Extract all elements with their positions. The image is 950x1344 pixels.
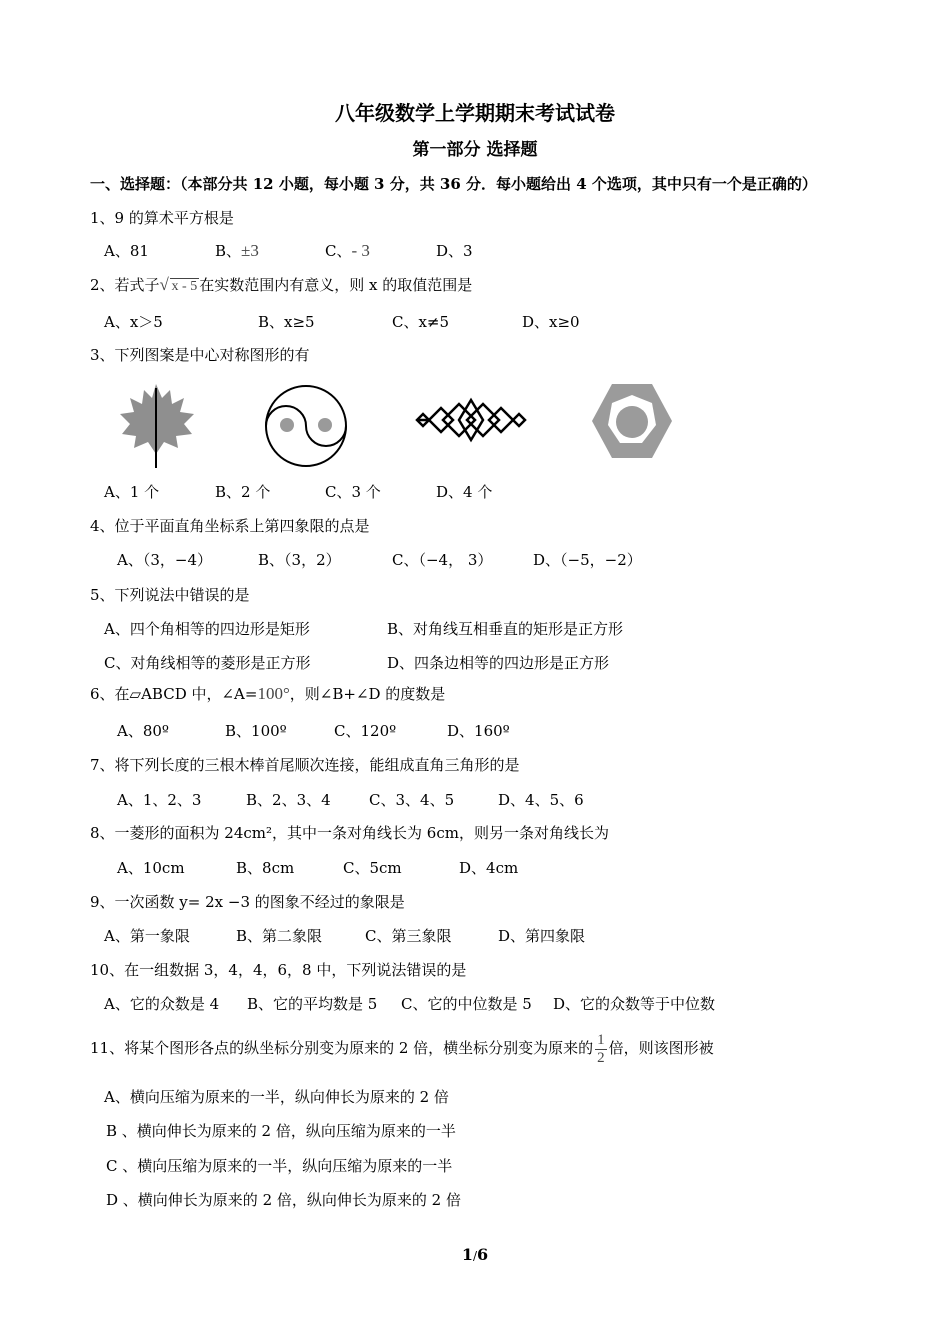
- question-5-stem: 5、下列说法中错误的是: [90, 586, 250, 604]
- q2-option-c: C、x≠5: [392, 313, 450, 331]
- question-2-stem: 2、若式子 √ x - 5 在实数范围内有意义，则 x 的取值范围是: [90, 275, 472, 297]
- q11-option-b: B 、横向伸长为原来的 2 倍，纵向压缩为原来的一半: [106, 1122, 456, 1140]
- q4-option-a: A、（3，−4）: [117, 551, 212, 569]
- q4-option-d: D、（−5，−2）: [533, 551, 642, 569]
- q3-option-b: B、2 个: [215, 483, 271, 501]
- q7-option-b: B、2、3、4: [246, 791, 331, 809]
- sqrt-expression: √ x - 5: [159, 275, 198, 294]
- q11-option-d: D 、横向伸长为原来的 2 倍，纵向伸长为原来的 2 倍: [106, 1191, 461, 1209]
- q10-option-a: A、它的众数是 4: [104, 995, 220, 1013]
- question-6-stem: 6、在▱ABCD 中，∠A=100°，则∠B+∠D 的度数是: [90, 684, 446, 703]
- q5-option-b: B、对角线互相垂直的矩形是正方形: [387, 620, 624, 638]
- question-7-stem: 7、将下列长度的三根木棒首尾顺次连接，能组成直角三角形的是: [90, 756, 520, 774]
- q7-option-c: C、3、4、5: [369, 791, 455, 809]
- q8-option-c: C、5cm: [343, 859, 402, 877]
- q5-option-c: C、对角线相等的菱形是正方形: [104, 654, 311, 672]
- q6-option-b: B、100º: [225, 722, 287, 740]
- q6-option-c: C、120º: [334, 722, 397, 740]
- question-10-stem: 10、在一组数据 3，4，4，6，8 中，下列说法错误的是: [90, 961, 467, 979]
- q7-option-d: D、4、5、6: [498, 791, 584, 809]
- q6-option-d: D、160º: [447, 722, 510, 740]
- fraction-one-half: $\frac{1}{2}$: [597, 1031, 605, 1066]
- q9-option-d: D、第四象限: [498, 927, 586, 945]
- diamond-knot-figure: [415, 392, 527, 448]
- q11-option-c: C 、横向压缩为原来的一半，纵向压缩为原来的一半: [106, 1157, 453, 1175]
- q4-option-c: C、（−4， 3）: [392, 551, 493, 569]
- q8-option-b: B、8cm: [236, 859, 295, 877]
- q1-option-b: B、±3: [215, 241, 259, 260]
- q1-option-c-math: - 3: [351, 241, 370, 260]
- question-9-stem: 9、一次函数 y= 2x −3 的图象不经过的象限是: [90, 893, 405, 911]
- q4-option-b: B、（3，2）: [258, 551, 341, 569]
- q5-option-d: D、四条边相等的四边形是正方形: [387, 654, 610, 672]
- question-8-stem: 8、一菱形的面积为 24cm²，其中一条对角线长为 6cm，则另一条对角线长为: [90, 824, 609, 842]
- q9-option-b: B、第二象限: [236, 927, 323, 945]
- q1-option-b-math: ±3: [241, 241, 259, 260]
- q6-option-a: A、80º: [117, 722, 169, 740]
- q10-option-d: D、它的众数等于中位数: [553, 995, 716, 1013]
- q11-option-a: A、横向压缩为原来的一半，纵向伸长为原来的 2 倍: [104, 1088, 449, 1106]
- q1-option-a: A、81: [104, 242, 149, 260]
- maple-leaf-figure: [118, 380, 198, 470]
- section-header: 一、选择题：（本部分共 12 小题，每小题 3 分，共 36 分．每小题给出 4 个选项，其中只有一个是正确的）: [90, 175, 817, 193]
- q1-option-c: C、- 3: [325, 241, 370, 260]
- exam-title: 八年级数学上学期期末考试试卷: [335, 101, 615, 125]
- q7-option-a: A、1、2、3: [117, 791, 202, 809]
- q2-option-a: A、x＞5: [104, 313, 163, 331]
- q9-option-c: C、第三象限: [365, 927, 452, 945]
- q2-option-b: B、x≥5: [258, 313, 315, 331]
- q3-option-a: A、1 个: [104, 483, 160, 501]
- question-11-stem: 11、将某个图形各点的纵坐标分别变为原来的 2 倍，横坐标分别变为原来的 $\frac{1}{2}$ 倍，则该图形被: [90, 1031, 714, 1066]
- q1-option-d: D、3: [436, 242, 473, 260]
- q3-option-c: C、3 个: [325, 483, 381, 501]
- q10-option-b: B、它的平均数是 5: [247, 995, 378, 1013]
- q5-option-a: A、四个角相等的四边形是矩形: [104, 620, 310, 638]
- yin-yang-figure: [262, 382, 350, 470]
- part-title: 第一部分 选择题: [412, 140, 538, 160]
- q8-option-d: D、4cm: [459, 859, 519, 877]
- q8-option-a: A、10cm: [117, 859, 185, 877]
- question-1-stem: 1、9 的算术平方根是: [90, 209, 234, 227]
- hexagon-figure: [590, 381, 674, 461]
- question-4-stem: 4、位于平面直角坐标系上第四象限的点是: [90, 517, 370, 535]
- angle-value-math: 100°: [257, 684, 290, 703]
- question-3-stem: 3、下列图案是中心对称图形的有: [90, 346, 310, 364]
- page-number: 1/6: [461, 1245, 489, 1264]
- q9-option-a: A、第一象限: [104, 927, 190, 945]
- q3-option-d: D、4 个: [436, 483, 493, 501]
- q10-option-c: C、它的中位数是 5: [401, 995, 532, 1013]
- q2-option-d: D、x≥0: [522, 313, 580, 331]
